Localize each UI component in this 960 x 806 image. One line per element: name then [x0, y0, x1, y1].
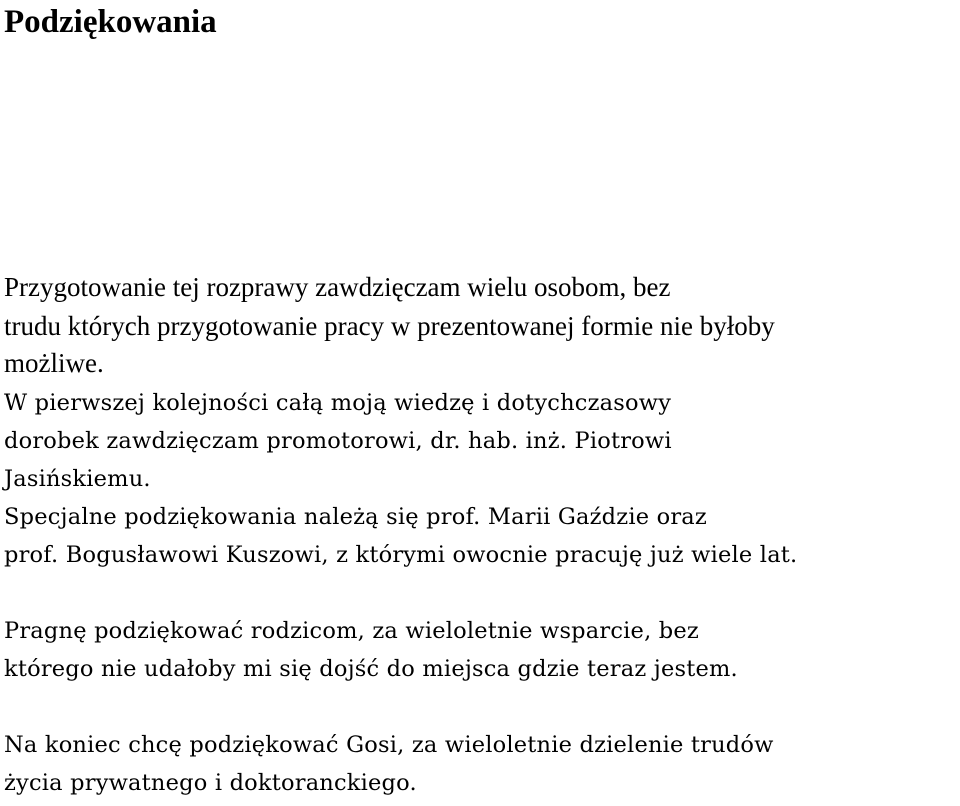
paragraph-line: W pierwszej kolejności całą moją wiedzę i dotychczasowy [4, 390, 672, 416]
paragraph-line: Na koniec chcę podziękować Gosi, za wieloletnie dzielenie trudów [4, 732, 774, 758]
paragraph-line: trudu których przygotowanie pracy w prezentowanej formie nie byłoby [4, 311, 775, 341]
paragraph-line: prof. Bogusławowi Kuszowi, z którymi owocnie pracuję już wiele lat. [4, 542, 798, 568]
paragraph-line: Specjalne podziękowania należą się prof. Marii Gaździe oraz [4, 504, 707, 530]
paragraph-line: którego nie udałoby mi się dojść do miejsca gdzie teraz jestem. [4, 656, 738, 682]
paragraph-line: Przygotowanie tej rozprawy zawdzięczam wielu osobom, bez [4, 272, 671, 302]
paragraph-line: dorobek zawdzięczam promotorowi, dr. hab. inż. Piotrowi [4, 428, 672, 454]
page-title: Podziękowania [4, 4, 217, 40]
paragraph-line: Jasińskiemu. [4, 466, 151, 492]
paragraph-line: możliwe. [4, 348, 104, 378]
paragraph-line: życia prywatnego i doktoranckiego. [4, 770, 417, 796]
paragraph-line: Pragnę podziękować rodzicom, za wieloletnie wsparcie, bez [4, 618, 699, 644]
